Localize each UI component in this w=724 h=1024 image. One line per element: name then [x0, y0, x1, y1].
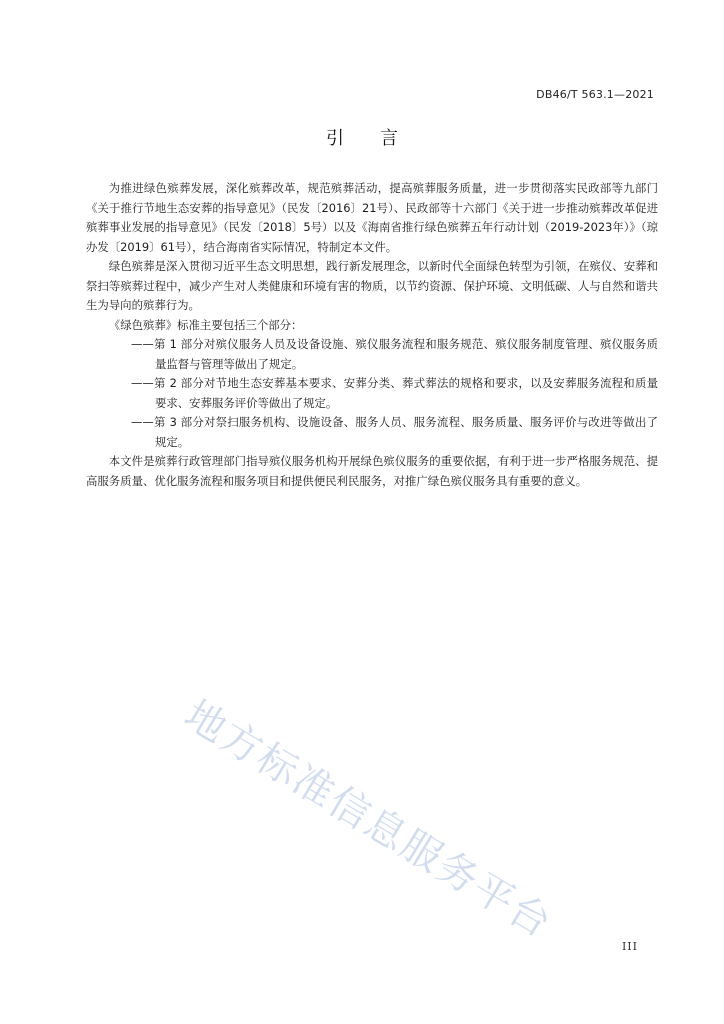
purpose-paragraph: 本文件是殡葬行政管理部门指导殡仪服务机构开展绿色殡仪服务的重要依据，有利于进一步严格服务规范、提高服务质量、优化服务流程和服务项目和提供便民利民服务，对推广绿色殡仪服务具有重要的意义。: [86, 454, 658, 488]
standard-parts-paragraph: 《绿色殡葬》标准主要包括三个部分：: [108, 317, 303, 332]
document-code: DB46/T 563.1—2021: [536, 88, 654, 101]
part-1-item: ——第 1 部分对殡仪服务人员及设备设施、殡仪服务流程和服务规范、殡仪服务制度管理、殡仪服务质量监督与管理等做出了规定。: [131, 337, 658, 371]
watermark: 地方标准信息服务平台: [176, 691, 561, 948]
green-funeral-paragraph: 绿色殡葬是深入贯彻习近平生态文明思想，践行新发展理念，以新时代全面绿色转型为引领，在殡仪、安葬和祭扫等殡葬过程中，减少产生对人类健康和环境有害的物质，以节约资源、保护环境、文明低碳、人与自然和谐共生为导向的殡葬行为。: [86, 259, 658, 312]
page-number: III: [621, 940, 638, 953]
part-3-item: ——第 3 部分对祭扫服务机构、设施设备、服务人员、服务流程、服务质量、服务评价与改进等做出了规定。: [131, 415, 658, 449]
part-2-item: ——第 2 部分对节地生态安葬基本要求、安葬分类、葬式葬法的规格和要求，以及安葬服务流程和质量要求、安葬服务评价等做出了规定。: [131, 376, 658, 410]
intro-paragraph: 为推进绿色殡葬发展，深化殡葬改革，规范殡葬活动，提高殡葬服务质量，进一步贯彻落实民政部等九部门《关于推行节地生态安葬的指导意见》（民发〔2016〕21号）、民政部等十六部门《关于进一步推动殡葬改革促进殡葬事业发展的指导意见》（民发〔2018〕5号）以及《海南省推行绿色殡葬五年行动计划（2019-2023年）》（琼办发〔2019〕61号），结合海南省实际情况，特制定本文件。: [86, 181, 658, 254]
page-title: 引言: [326, 128, 434, 149]
document-body: [86, 179, 658, 491]
